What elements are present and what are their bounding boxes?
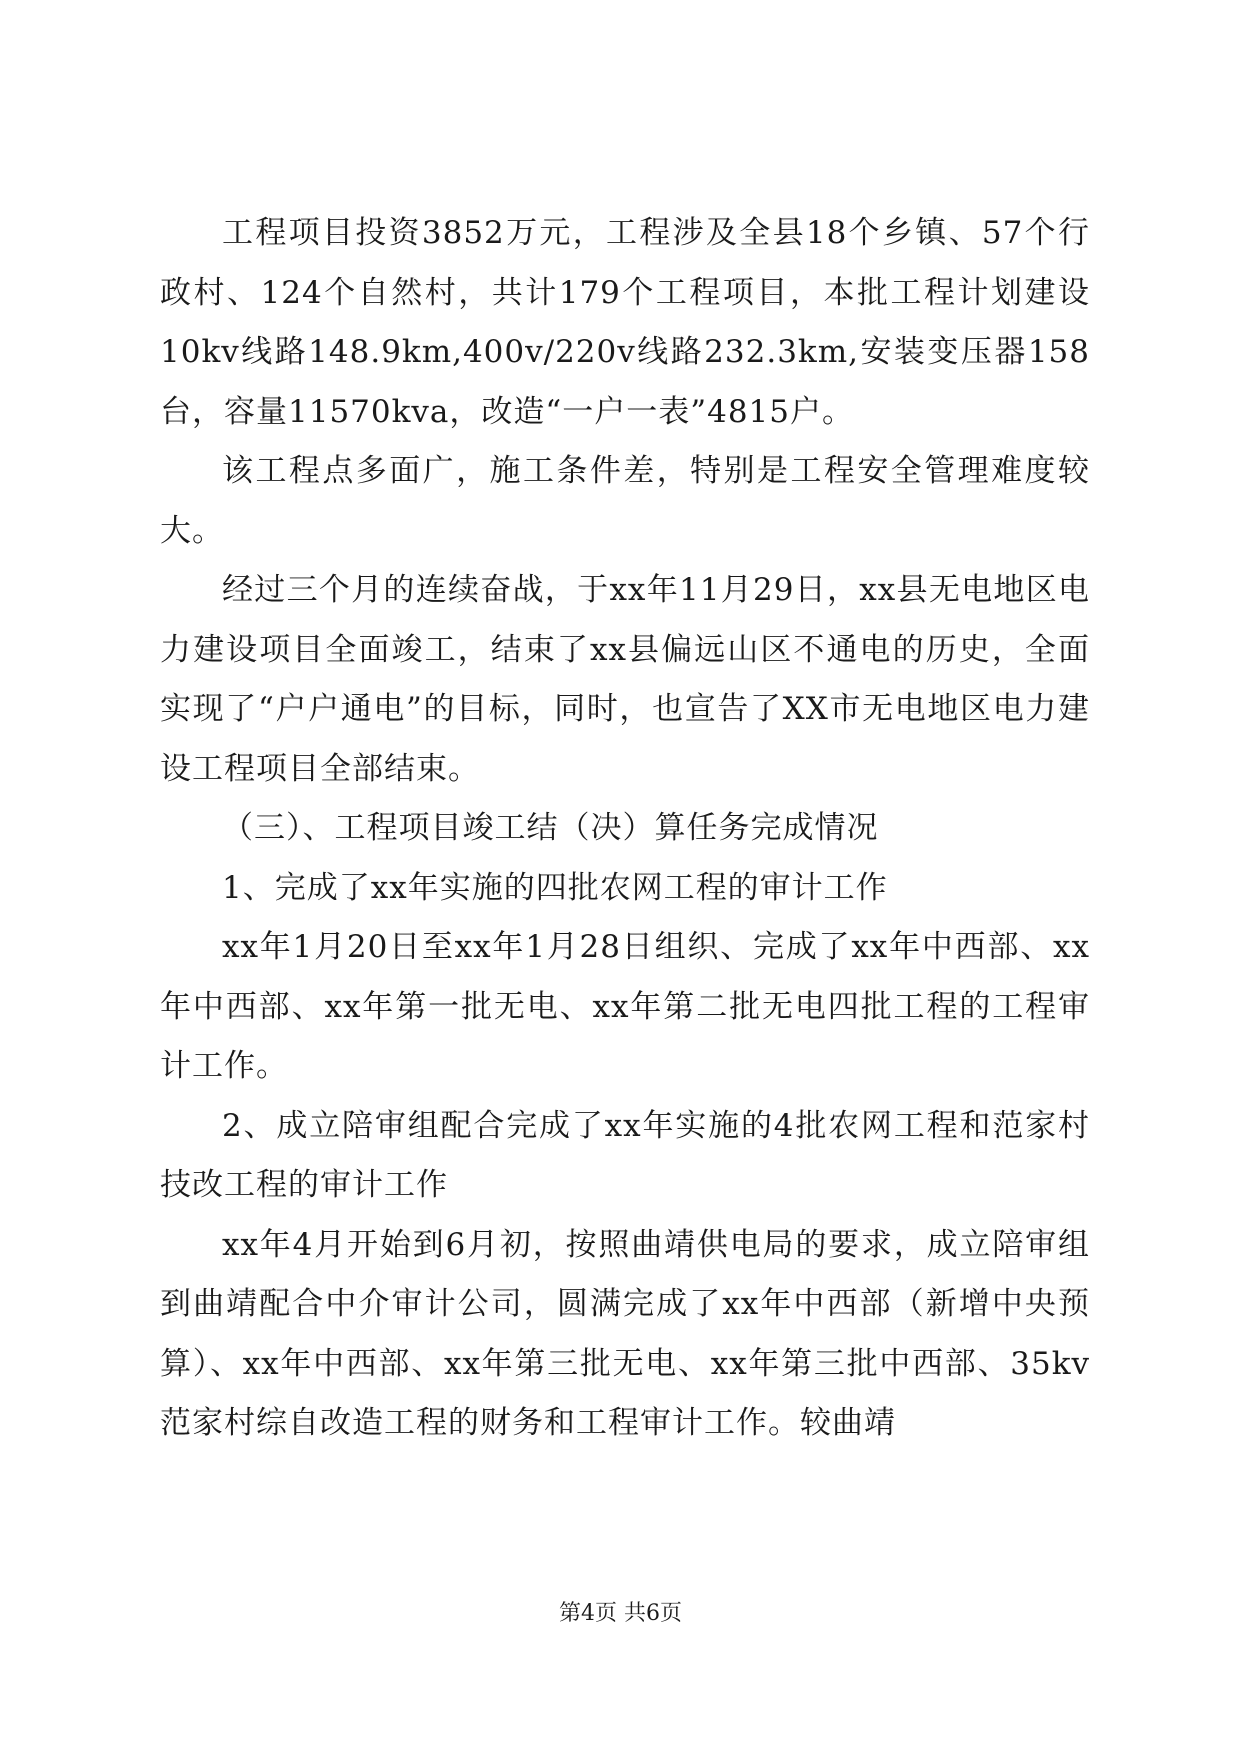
paragraph-difficulty: 该工程点多面广，施工条件差，特别是工程安全管理难度较大。 <box>160 453 1090 549</box>
paragraph-investment: 工程项目投资3852万元，工程涉及全县18个乡镇、57个行政村、124个自然村，共计179个工程项目，本批工程计划建设10kv线路148.9km,400v/220v线路232.3km,安装变压器158台，容量11570kva，改造“一户一表”4815户。 <box>160 215 1090 430</box>
paragraph-audit-1: xx年1月20日至xx年1月28日组织、完成了xx年中西部、xx年中西部、xx年第一批无电、xx年第二批无电四批工程的工程审计工作。 <box>160 929 1090 1084</box>
subheading-audit-1: 1、完成了xx年实施的四批农网工程的审计工作 <box>222 869 888 906</box>
paragraph-completion: 经过三个月的连续奋战，于xx年11月29日，xx县无电地区电力建设项目全面竣工，结束了xx县偏远山区不通电的历史，全面实现了“户户通电”的目标，同时，也宣告了XX市无电地区电力建设工程项目全部结束。 <box>160 572 1090 787</box>
paragraph-audit-2: xx年4月开始到6月初，按照曲靖供电局的要求，成立陪审组到曲靖配合中介审计公司，圆满完成了xx年中西部（新增中央预算）、xx年中西部、xx年第三批无电、xx年第三批中西部、35kv范家村综自改造工程的财务和工程审计工作。较曲靖 <box>160 1226 1090 1441</box>
document-body <box>160 204 1090 1454</box>
section-heading-settlement: （三）、工程项目竣工结（决）算任务完成情况 <box>222 810 879 846</box>
subheading-audit-2: 2、成立陪审组配合完成了xx年实施的4批农网工程和范家村技改工程的审计工作 <box>160 1107 1090 1203</box>
page-number-footer: 第4页 共6页 <box>559 1601 682 1626</box>
